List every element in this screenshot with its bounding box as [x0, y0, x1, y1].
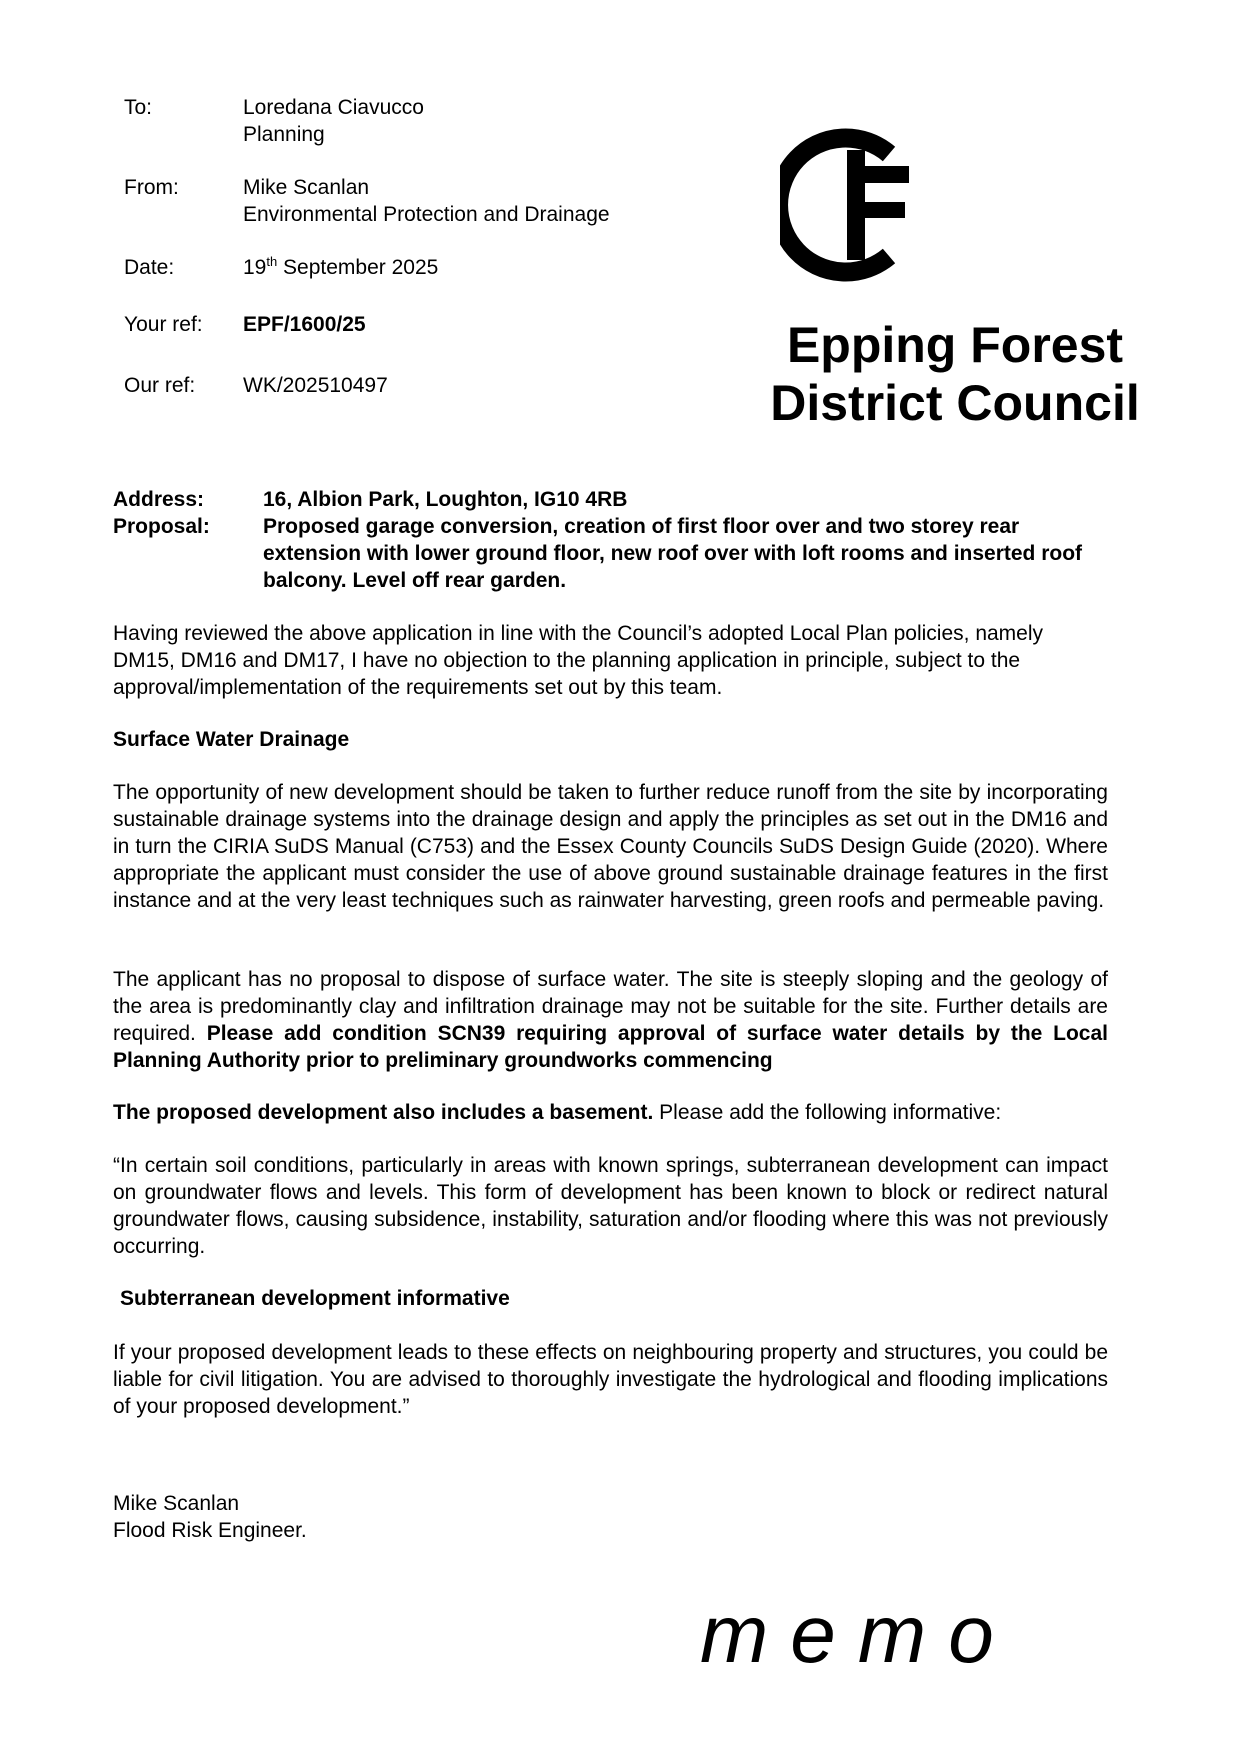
from-dept: Environmental Protection and Drainage	[243, 203, 610, 226]
date-label: Date:	[124, 256, 175, 279]
surface-water-p2-condition: Please add condition SCN39 requiring approval of surface water details by the Local Planning Authority prior to preliminary groundworks commencing	[113, 1022, 1109, 1072]
date-rest: September 2025	[277, 256, 439, 279]
council-name-line2: District Council	[770, 375, 1140, 431]
basement-paragraph	[113, 1099, 1108, 1126]
quote-paragraph-1: “In certain soil conditions, particularly in areas with known springs, subterranean development can impact on groundwater flows and levels. This form of development has been known to block or redirect natural groundwater flows, causing subsidence, instability, saturation and/or flooding where this was not previously occurring.	[113, 1154, 1108, 1258]
to-label: To:	[124, 96, 153, 119]
surface-water-paragraph-2	[113, 966, 1108, 1074]
date-day: 19	[243, 256, 267, 279]
your-ref-value: EPF/1600/25	[243, 313, 366, 336]
surface-water-paragraph-1: The opportunity of new development should be taken to further reduce runoff from the site by incorporating sustainable drainage systems into the drainage design and apply the principles as set out in the DM16 and in turn the CIRIA SuDS Manual (C753) and the Essex County Councils SuDS Design Guide (2020). Where appropriate the applicant must consider the use of above ground sustainable drainage features in the first instance and at the very least techniques such as rainwater harvesting, green roofs and permeable paving.	[113, 781, 1108, 912]
our-ref-value: WK/202510497	[243, 374, 388, 397]
your-ref-label: Your ref:	[124, 313, 203, 336]
date-suffix: th	[266, 254, 278, 269]
to-dept: Planning	[243, 123, 325, 146]
to-name: Loredana Ciavucco	[243, 96, 424, 119]
address-label: Address:	[113, 488, 205, 511]
signature-name: Mike Scanlan	[113, 1492, 240, 1515]
from-name: Mike Scanlan	[243, 176, 370, 199]
council-name	[760, 316, 1150, 432]
memo-footer: memo	[700, 1589, 1016, 1680]
from-label: From:	[124, 176, 179, 199]
proposal-label: Proposal:	[113, 515, 210, 538]
date-value	[243, 254, 438, 281]
surface-water-heading: Surface Water Drainage	[113, 728, 350, 751]
intro-paragraph: Having reviewed the above application in line with the Council’s adopted Local Plan policies, namely DM15, DM16 and DM17, I have no objection to the planning application in principle, subject to the approval/implementation of the requirements set out by this team.	[113, 622, 1044, 699]
basement-normal: Please add the following informative:	[653, 1101, 1002, 1124]
informative-heading: Subterranean development informative	[120, 1287, 510, 1310]
proposal-value: Proposed garage conversion, creation of first floor over and two storey rear extension with lower ground floor, new roof over with loft rooms and inserted roof balcony. Level off rear garden.	[263, 515, 1083, 592]
surface-water-p2-normal: The applicant has no proposal to dispose of surface water. The site is steeply sloping and the geology of the area is predominantly clay and infiltration drainage may not be suitable for the site. Further details are required.	[113, 968, 1108, 1045]
council-name-line1: Epping Forest	[786, 317, 1124, 373]
quote-paragraph-2: If your proposed development leads to these effects on neighbouring property and structures, you could be liable for civil litigation. You are advised to thoroughly investigate the hydrological and flooding implications of your proposed development.”	[113, 1341, 1108, 1418]
basement-bold: The proposed development also includes a basement.	[113, 1101, 654, 1124]
council-ef-logo-icon	[780, 128, 920, 282]
address-value: 16, Albion Park, Loughton, IG10 4RB	[263, 488, 628, 511]
signature-title: Flood Risk Engineer.	[113, 1519, 307, 1542]
our-ref-label: Our ref:	[124, 374, 196, 397]
